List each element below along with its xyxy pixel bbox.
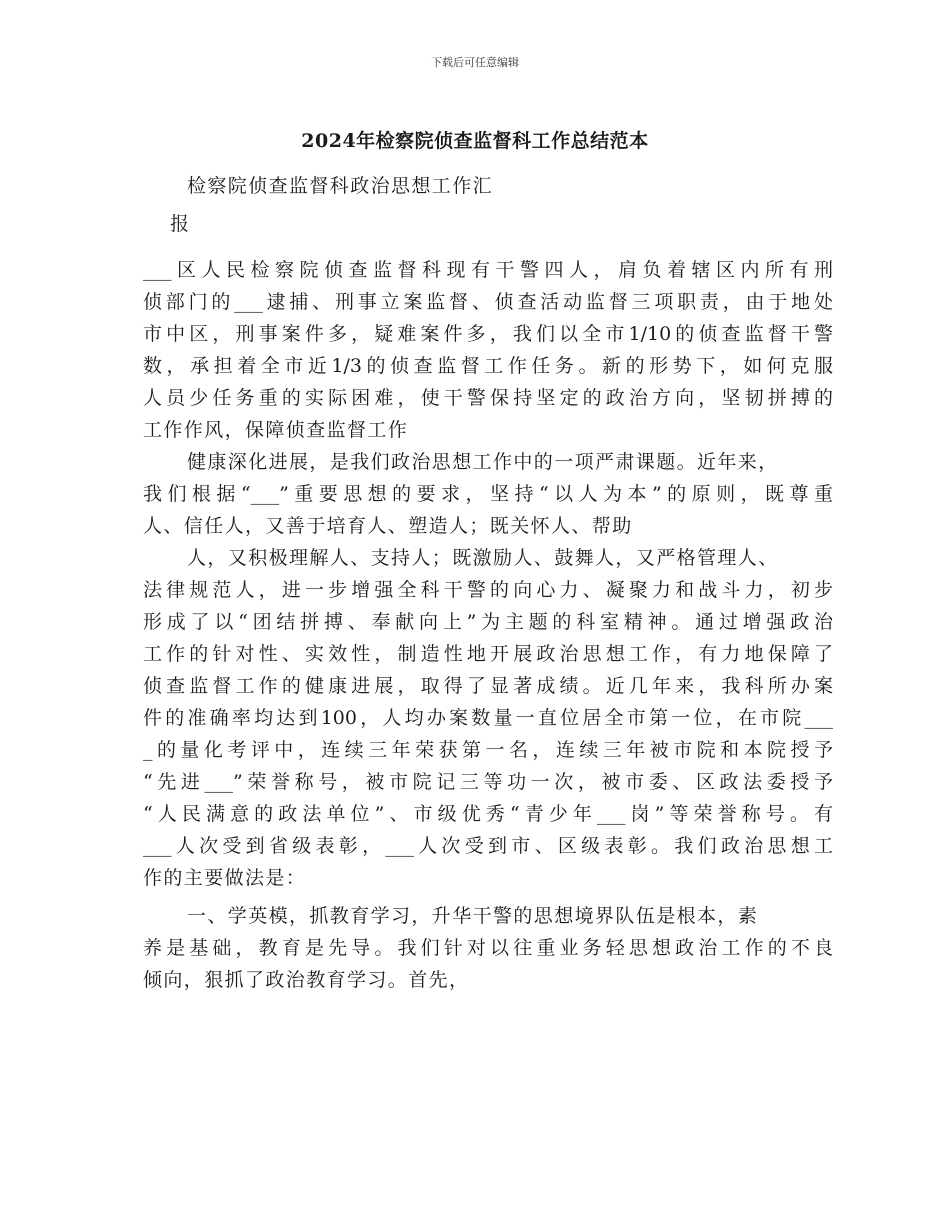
- text-line: 形成了以“团结拼搏、奉献向上”为主题的科室精神。通过增强政治: [143, 611, 833, 633]
- text-line: _的量化考评中，连续三年荣获第一名，连续三年被市院和本院授予: [143, 739, 833, 761]
- text-line: “人民满意的政法单位”、市级优秀“青少年___岗”等荣誉称号。有: [143, 803, 833, 825]
- text-line: 数，承担着全市近1/3的侦查监督工作任务。新的形势下，如何克服: [143, 355, 833, 377]
- text-line: 人员少任务重的实际困难，使干警保持坚定的政治方向，坚韧拼搏的: [143, 387, 833, 409]
- text-line: 倾向，狠抓了政治教育学习。首先，: [143, 969, 470, 991]
- paragraph-1: [143, 254, 833, 446]
- text-line: 人，又积极理解人、支持人；既激励人、鼓舞人，又严格管理人、: [187, 547, 779, 569]
- paragraph-2: [143, 446, 833, 542]
- text-line: 人、信任人，又善于培育人、塑造人；既关怀人、帮助: [143, 515, 633, 537]
- text-line: ___人次受到省级表彰，___人次受到市、区级表彰。我们政治思想工: [143, 835, 833, 857]
- text-line: “先进___”荣誉称号，被市院记三等功一次，被市委、区政法委授予: [143, 771, 833, 793]
- text-line: 工作的针对性、实效性，制造性地开展政治思想工作，有力地保障了: [143, 643, 833, 665]
- text-line: 件的准确率均达到100，人均办案数量一直位居全市第一位，在市院___: [143, 707, 833, 729]
- document-body: [143, 170, 833, 996]
- paragraph-3: [143, 542, 833, 894]
- text-line: 侦部门的___逮捕、刑事立案监督、侦查活动监督三项职责，由于地处: [143, 291, 833, 313]
- text-line: ___区人民检察院侦查监督科现有干警四人，肩负着辖区内所有刑: [143, 259, 833, 281]
- header-note: 下载后可任意编辑: [431, 56, 519, 69]
- text-line: 市中区，刑事案件多，疑难案件多，我们以全市1/10的侦查监督干警: [143, 323, 833, 345]
- text-line: 我们根据“___”重要思想的要求，坚持“以人为本”的原则，既尊重: [143, 483, 833, 505]
- text-line: 侦查监督工作的健康进展，取得了显著成绩。近几年来，我科所办案: [143, 675, 833, 697]
- text-line: 一、学英模，抓教育学习，升华干警的思想境界队伍是根本，素: [187, 905, 759, 927]
- document-title: 2024年检察院侦查监督科工作总结范本: [301, 130, 649, 152]
- text-line: 工作作风，保障侦查监督工作: [143, 419, 409, 441]
- paragraph-4: [143, 900, 833, 996]
- subtitle-line: 报: [170, 213, 191, 235]
- subtitle-line: 检察院侦查监督科政治思想工作汇: [187, 175, 494, 197]
- text-line: 作的主要做法是：: [143, 867, 307, 889]
- text-line: 健康深化进展，是我们政治思想工作中的一项严肃课题。近年来，: [187, 451, 779, 473]
- text-line: 法律规范人，进一步增强全科干警的向心力、凝聚力和战斗力，初步: [143, 579, 833, 601]
- text-line: 养是基础，教育是先导。我们针对以往重业务轻思想政治工作的不良: [143, 937, 833, 959]
